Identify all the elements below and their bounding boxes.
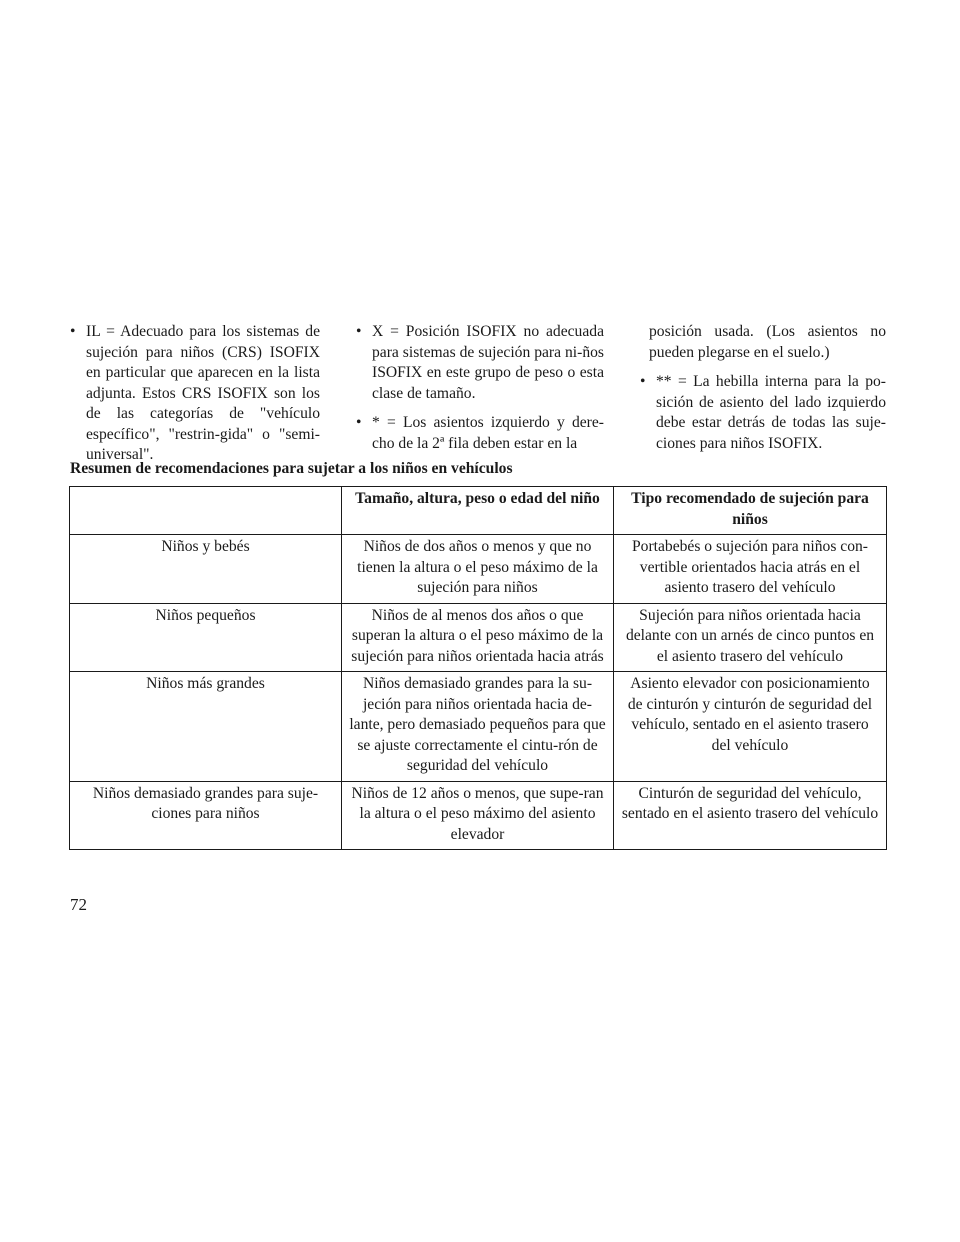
text-column-3: [640, 322, 886, 454]
bullet-item: [356, 413, 604, 454]
text-column-1: [70, 322, 320, 466]
table-header-row: [70, 487, 887, 535]
table-cell: Niños pequeños: [70, 603, 342, 672]
continuation-text: posición usada. (Los asientos no pueden plegarse en el suelo.): [649, 323, 886, 361]
bullet-text: • IL = Adecuado para los sistemas de sujeción para niños (CRS) ISOFIX en particular que aparecen en la lista adjunta. Estos CRS ISOFIX son los de las categorías de "vehículo específico", "restrin-gida" o "semi-universal".: [86, 323, 320, 463]
bullet-text: • X = Posición ISOFIX no adecuada para sistemas de sujeción para ni-ños ISOFIX en este grupo de peso o esta clase de tamaño.: [372, 323, 604, 402]
table-cell: Niños y bebés: [70, 535, 342, 604]
table-cell: Niños más grandes: [70, 672, 342, 782]
table-cell: Niños de al menos dos años o que superan la altura o el peso máximo de la sujeción para niños orientada hacia atrás: [342, 603, 614, 672]
table-cell: Asiento elevador con posicionamiento de cinturón y cinturón de seguridad del vehículo, sentado en el asiento trasero del vehículo: [614, 672, 887, 782]
table-header-cell: [70, 487, 342, 535]
table-cell: Niños de dos años o menos y que no tienen la altura o el peso máximo de la sujeción para niños: [342, 535, 614, 604]
bullet-item: [640, 372, 886, 454]
text-column-2: [356, 322, 604, 454]
table-title: Resumen de recomendaciones para sujetar a los niños en vehículos: [70, 460, 513, 477]
bullet-text: • * = Los asientos izquierdo y dere-cho de la 2ª fila deben estar en la: [372, 414, 604, 452]
table-cell: Niños demasiado grandes para suje-ciones para niños: [70, 781, 342, 850]
table-cell: Sujeción para niños orientada hacia delante con un arnés de cinco puntos en el asiento trasero del vehículo: [614, 603, 887, 672]
table-header-cell: Tamaño, altura, peso o edad del niño: [342, 487, 614, 535]
table-header-cell: Tipo recomendado de sujeción para niños: [614, 487, 887, 535]
bullet-text: • ** = La hebilla interna para la po-sición de asiento del lado izquierdo debe estar detrás de todas las suje-ciones para niños ISOFIX.: [656, 373, 886, 452]
table-cell: Cinturón de seguridad del vehículo, sentado en el asiento trasero del vehículo: [614, 781, 887, 850]
bullet-item: [356, 322, 604, 404]
table-row: [70, 781, 887, 850]
page-number: 72: [70, 895, 87, 914]
table-row: [70, 672, 887, 782]
table-row: [70, 603, 887, 672]
recommendation-table: [69, 486, 887, 850]
bullet-item: [70, 322, 320, 466]
table-cell: Portabebés o sujeción para niños con-vertible orientados hacia atrás en el asiento trasero del vehículo: [614, 535, 887, 604]
table-cell: Niños de 12 años o menos, que supe-ran la altura o el peso máximo del asiento elevador: [342, 781, 614, 850]
table-cell: Niños demasiado grandes para la su-jeción para niños orientada hacia de-lante, pero demasiado pequeños para que se ajuste correctamente el cintu-rón de seguridad del vehículo: [342, 672, 614, 782]
table-row: [70, 535, 887, 604]
